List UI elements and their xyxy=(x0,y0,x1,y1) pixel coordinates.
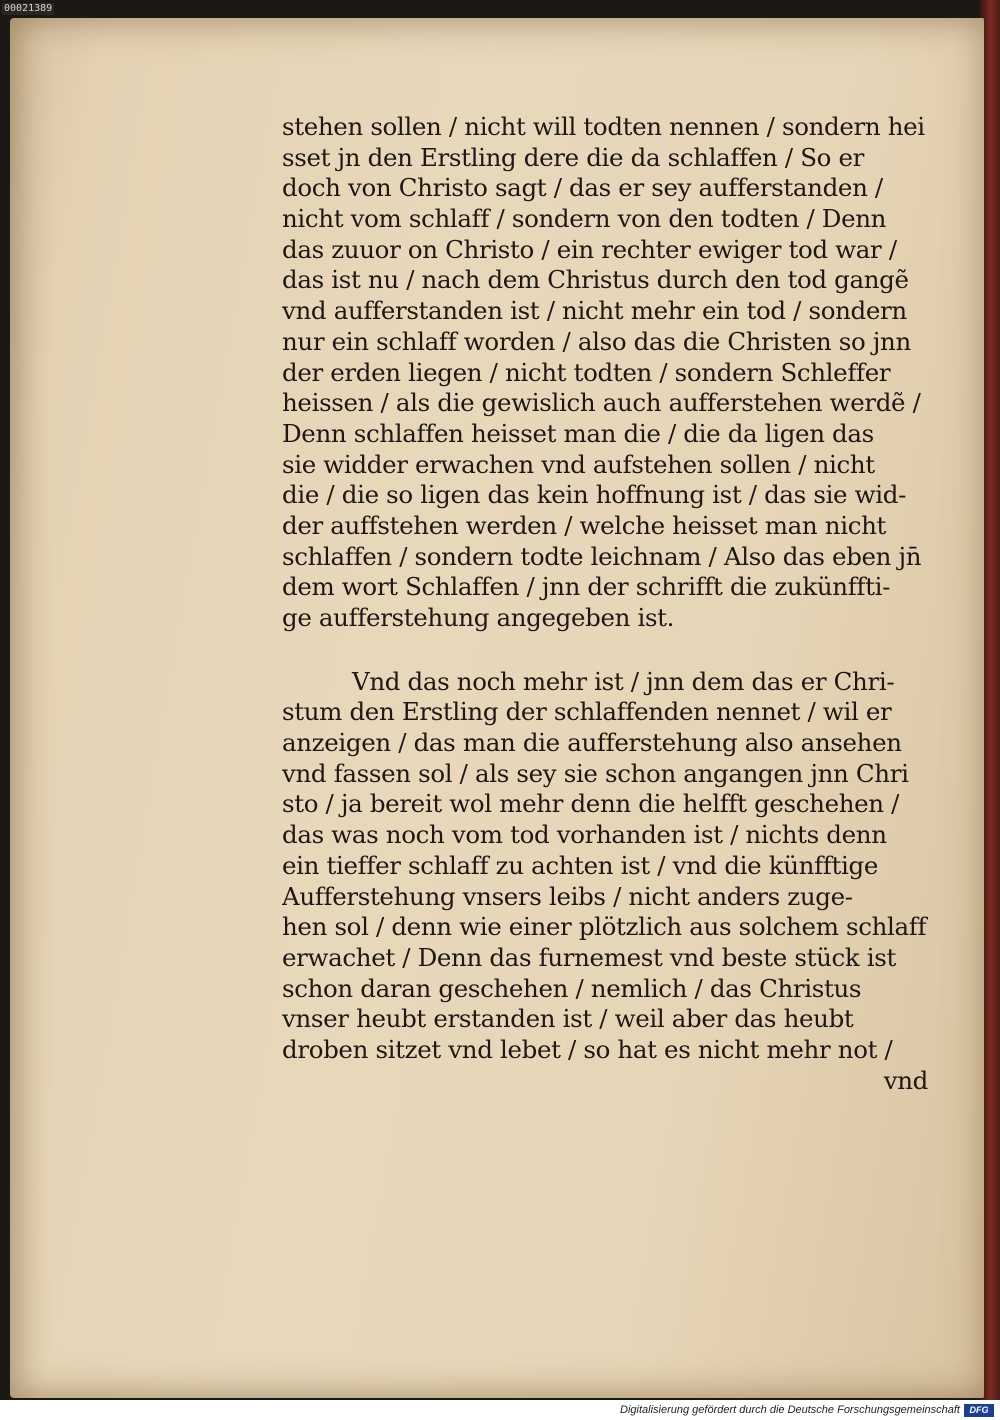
text-line: das was noch vom tod vorhanden ist / nichts denn xyxy=(282,820,887,850)
scan-id-label: 00021389 xyxy=(4,3,53,14)
text-line: nicht vom schlaff / sondern von den todten / Denn xyxy=(282,204,887,234)
page-text-block xyxy=(282,112,942,1096)
funding-credit: Digitalisierung gefördert durch die Deutsche Forschungsgemeinschaft xyxy=(620,1404,960,1416)
text-line: das zuuor on Christo / ein rechter ewiger tod war / xyxy=(282,234,897,264)
text-line: vnser heubt erstanden ist / weil aber das heubt xyxy=(282,1004,854,1034)
text-line: doch von Christo sagt / das er sey aufferstanden / xyxy=(282,173,883,203)
text-line: nur ein schlaff worden / also das die Christen so jnn xyxy=(282,326,911,356)
paragraph-2 xyxy=(282,667,942,1066)
text-line: dem wort Schlaffen / jnn der schrifft die zukünffti- xyxy=(282,572,891,602)
paragraph-gap xyxy=(282,634,942,667)
dfg-logo-icon: DFG xyxy=(964,1404,994,1417)
text-line: Vnd das noch mehr ist / jnn dem das er Chri- xyxy=(352,666,895,696)
text-line: sie widder erwachen vnd aufstehen sollen / nicht xyxy=(282,449,875,479)
text-line: sset jn den Erstling dere die da schlaffen / So er xyxy=(282,142,864,172)
text-line: schon daran geschehen / nemlich / das Christus xyxy=(282,973,862,1003)
text-line: anzeigen / das man die aufferstehung also ansehen xyxy=(282,728,902,758)
text-line: ge aufferstehung angegeben ist. xyxy=(282,603,675,632)
text-line: vnd fassen sol / als sey sie schon angangen jnn Chri xyxy=(282,758,909,788)
catchword: vnd xyxy=(883,1065,928,1095)
text-line: schlaffen / sondern todte leichnam / Also das eben jn̄ xyxy=(282,541,922,571)
text-line: der erden liegen / nicht todten / sondern Schleffer xyxy=(282,357,891,387)
text-line: sto / ja bereit wol mehr denn die helfft geschehen / xyxy=(282,789,900,819)
text-line: das ist nu / nach dem Christus durch den tod gangẽ xyxy=(282,265,909,295)
text-line: droben sitzet vnd lebet / so hat es nicht mehr not / xyxy=(282,1034,893,1064)
text-line: stum den Erstling der schlaffenden nennet / wil er xyxy=(282,697,892,727)
text-line: vnd aufferstanden ist / nicht mehr ein tod / sondern xyxy=(282,296,907,326)
text-line: Denn schlaffen heisset man die / die da ligen das xyxy=(282,418,874,448)
text-line: der auffstehen werden / welche heisset man nicht xyxy=(282,510,886,540)
text-line: hen sol / denn wie einer plötzlich aus solchem schlaff xyxy=(282,912,927,942)
text-line: ein tieffer schlaff zu achten ist / vnd die künfftige xyxy=(282,850,878,880)
text-line: heissen / als die gewislich auch aufferstehen werdẽ / xyxy=(282,388,921,418)
footer-bar xyxy=(0,1400,1000,1420)
text-line: stehen sollen / nicht will todten nennen / sondern hei xyxy=(282,112,925,141)
paragraph-1 xyxy=(282,112,942,634)
text-line: die / die so ligen das kein hoffnung ist / das sie wid- xyxy=(282,480,907,510)
text-line: Aufferstehung vnsers leibs / nicht anders zuge- xyxy=(282,881,853,911)
text-line: erwachet / Denn das furnemest vnd beste stück ist xyxy=(282,942,897,972)
